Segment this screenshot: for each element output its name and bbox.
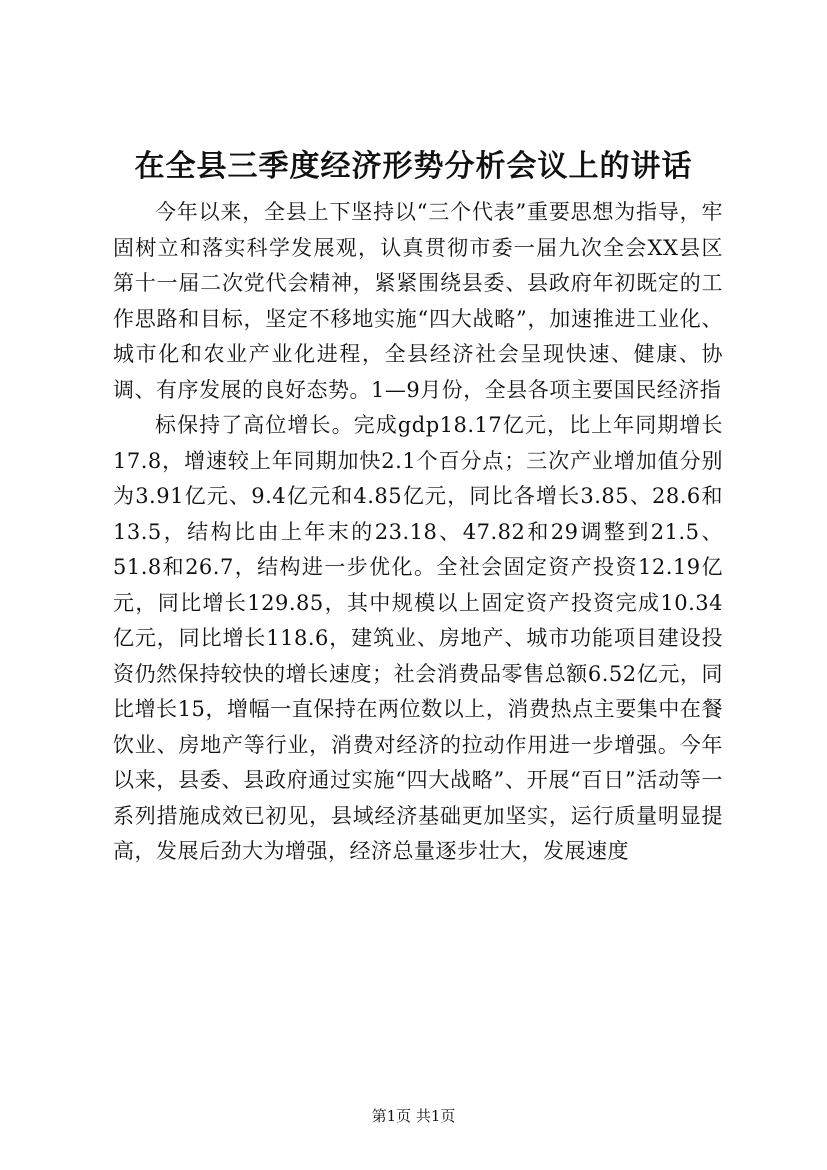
paragraph-2: 标保持了高位增长。完成gdp18.17亿元，比上年同期增长17.8，增速较上年同期加快2.1个百分点；三次产业增加值分别为3.91亿元、9.4亿元和4.85亿元，同比各增长3.85、28.6和13.5，结构比由上年末的23.18、47.82和29调整到21.5、51.8和26.7，结构进一步优化。全社会固定资产投资12.19亿元，同比增长129.85，其中规模以上固定资产投资完成10.34亿元，同比增长118.6，建筑业、房地产、城市功能项目建设投资仍然保持较快的增长速度；社会消费品零售总额6.52亿元，同比增长15，增幅一直保持在两位数以上，消费热点主要集中在餐饮业、房地产等行业，消费对经济的拉动作用进一步增强。今年以来，县委、县政府通过实施“四大战略”、开展“百日”活动等一系列措施成效已初见，县域经济基础更加坚实，运行质量明显提高，发展后劲大为增强，经济总量逐步壮大，发展速度 bbox=[113, 413, 723, 863]
paragraph-1: 今年以来，全县上下坚持以“三个代表”重要思想为指导，牢固树立和落实科学发展观，认真贯彻市委一届九次全会XX县区第十一届二次党代会精神，紧紧围绕县委、县政府年初既定的工作思路和目标，坚定不移地实施“四大战略”，加速推进工业化、城市化和农业产业化进程，全县经济社会呈现快速、健康、协调、有序发展的良好态势。1—9月份，全县各项主要国民经济指 bbox=[113, 200, 723, 402]
page-footer: 第1页 共1页 bbox=[371, 1107, 456, 1125]
document-body bbox=[113, 195, 723, 870]
document-title: 在全县三季度经济形势分析会议上的讲话 bbox=[134, 149, 693, 184]
